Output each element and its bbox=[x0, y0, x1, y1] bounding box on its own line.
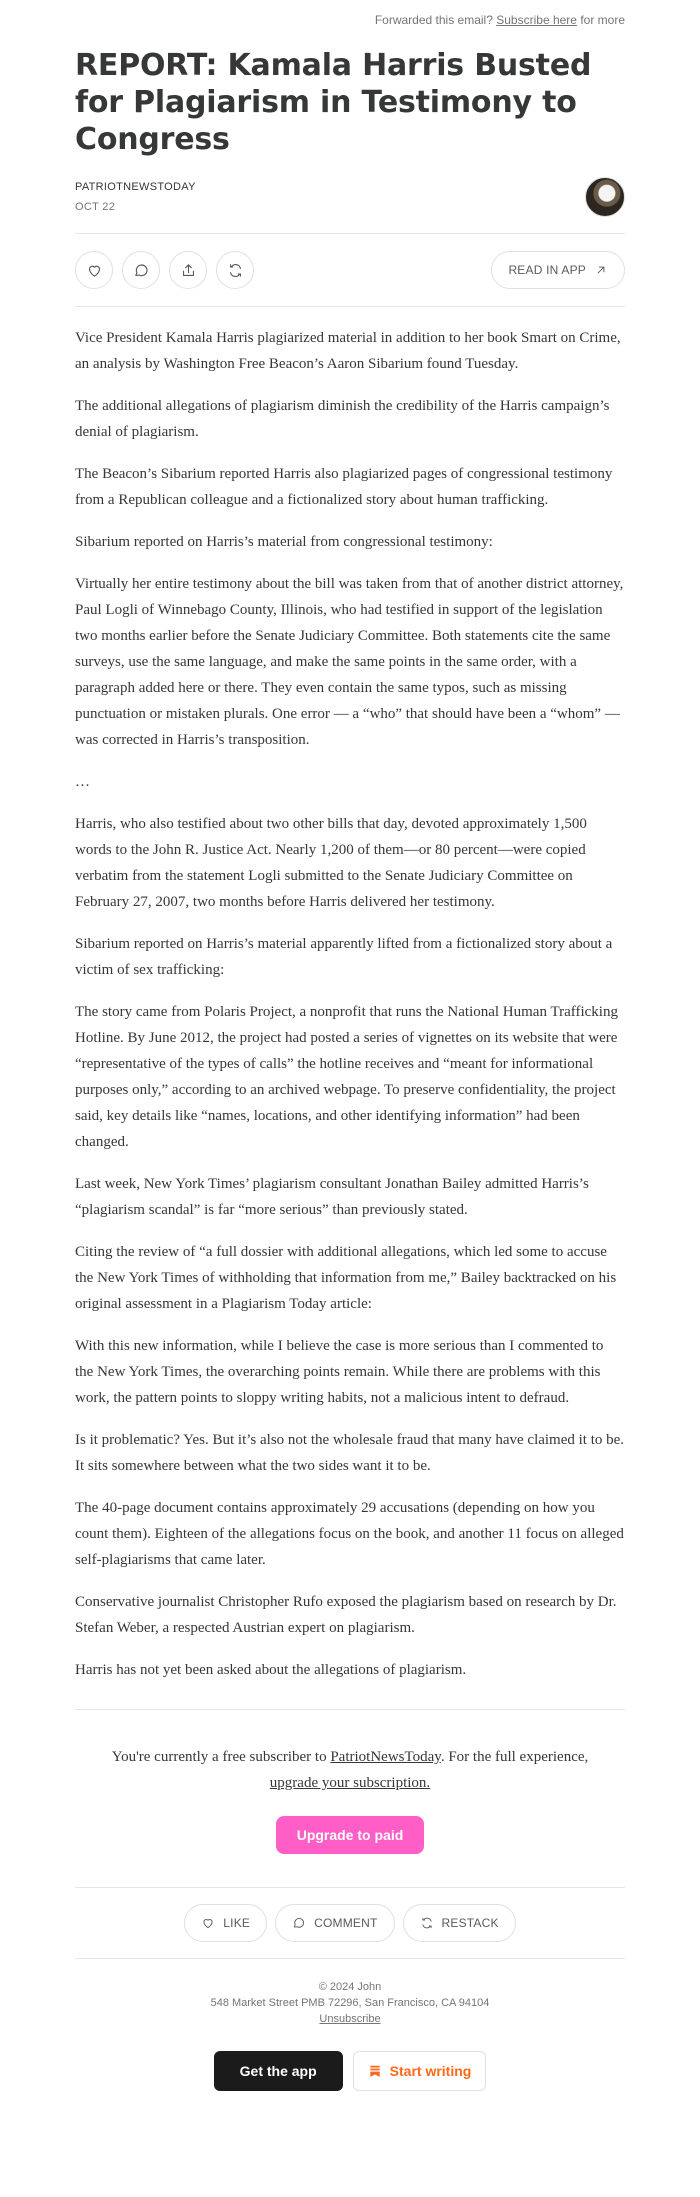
footer bbox=[75, 1959, 625, 2027]
body-paragraph: Vice President Kamala Harris plagiarized material in addition to her book Smart on Crime, an analysis by Washington Free Beacon’s Aaron Sibarium found Tuesday. bbox=[75, 330, 621, 372]
read-in-app-button[interactable] bbox=[491, 251, 625, 289]
byline bbox=[75, 174, 625, 220]
body-paragraph: With this new information, while I believe the case is more serious than I commented to the New York Times, the overarching points remain. While there are problems with this work, the pattern points to sloppy writing habits, not a malicious intent to defraud. bbox=[75, 1338, 604, 1406]
address: 548 Market Street PMB 72296, San Francisco, CA 94104 bbox=[210, 1997, 490, 2009]
body-paragraph: Harris, who also testified about two other bills that day, devoted approximately 1,500 words to the John R. Justice Act. Nearly 1,200 of them—or 80 percent—were copied verbatim from the statement Logli submitted to the Senate Judiciary Committee on February 27, 2007, two months before Harris delivered her testimony. bbox=[75, 816, 587, 910]
post-actions bbox=[75, 234, 625, 306]
subscription-notice bbox=[75, 1710, 625, 1854]
restack-pill-button[interactable] bbox=[403, 1904, 516, 1942]
copyright: © 2024 John bbox=[318, 1981, 382, 1993]
subscription-middle: . For the full experience, bbox=[440, 1749, 589, 1765]
body-paragraph: Is it problematic? Yes. But it’s also not the wholesale fraud that many have claimed it to be. It sits somewhere between what the two sides want it to be. bbox=[75, 1432, 625, 1474]
bookmark-icon bbox=[368, 2064, 382, 2078]
subscription-prefix: You're currently a free subscriber to bbox=[111, 1749, 331, 1765]
post-action-icons bbox=[75, 251, 254, 289]
divider bbox=[75, 306, 625, 307]
like-button[interactable] bbox=[75, 251, 113, 289]
body-paragraph: The Beacon’s Sibarium reported Harris also plagiarized pages of congressional testimony from a Republican colleague and a fictionalized story about human trafficking. bbox=[75, 466, 613, 508]
byline-meta bbox=[75, 177, 196, 217]
restack-icon bbox=[227, 262, 244, 279]
heart-icon bbox=[86, 262, 103, 279]
like-label: LIKE bbox=[223, 1916, 251, 1930]
upgrade-link[interactable]: upgrade your subscription. bbox=[269, 1775, 431, 1791]
subscribe-link[interactable]: Subscribe here bbox=[496, 13, 577, 27]
bottom-actions bbox=[75, 1888, 625, 1958]
share-icon bbox=[180, 262, 197, 279]
read-in-app-label: READ IN APP bbox=[508, 263, 586, 277]
share-button[interactable] bbox=[169, 251, 207, 289]
body-paragraph: The story came from Polaris Project, a nonprofit that runs the National Human Trafficking Hotline. By June 2012, the project had posted a series of vignettes on its website that were “representative of the types of calls” the hotline receives and “meant for informational purposes only,” according to an archived webpage. To preserve confidentiality, the project said, key details like “names, locations, and other identifying information” had been changed. bbox=[75, 1004, 618, 1150]
body-paragraph: The 40-page document contains approximately 29 accusations (depending on how you count them). Eighteen of the allegations focus on the book, and another 11 focus on alleged self-plagiarisms that came later. bbox=[75, 1500, 624, 1568]
subscription-text bbox=[95, 1744, 605, 1796]
arrow-up-right-icon bbox=[594, 263, 608, 277]
body-paragraph: Harris has not yet been asked about the allegations of plagiarism. bbox=[75, 1662, 467, 1678]
comment-icon bbox=[133, 262, 150, 279]
body-paragraph: Conservative journalist Christopher Rufo exposed the plagiarism based on research by Dr. Stefan Weber, a respected Austrian expert on plagiarism. bbox=[75, 1594, 617, 1636]
footer-cta bbox=[75, 2051, 625, 2091]
start-writing-button[interactable] bbox=[353, 2051, 487, 2091]
upgrade-to-paid-button[interactable]: Upgrade to paid bbox=[276, 1816, 425, 1854]
like-pill-button[interactable] bbox=[184, 1904, 267, 1942]
body-paragraph: Virtually her entire testimony about the bill was taken from that of another district attorney, Paul Logli of Winnebago County, Illinois, who had testified in support of the legislation two months earlier before the Senate Judiciary Committee. Both statements cite the same surveys, use the same language, and make the same points in the same order, with a paragraph added here or there. They even contain the same typos, such as missing punctuation or mistaken plurals. One error — a “who” that should have been a “whom” — was corrected in Harris’s transposition. bbox=[75, 576, 624, 748]
restack-label: RESTACK bbox=[441, 1916, 499, 1930]
comment-icon bbox=[292, 1916, 306, 1930]
forwarded-notice bbox=[75, 0, 625, 30]
publication-link[interactable]: PatriotNewsToday bbox=[330, 1749, 441, 1765]
comment-pill-button[interactable] bbox=[275, 1904, 394, 1942]
forwarded-text: Forwarded this email? bbox=[374, 13, 493, 27]
eagle-avatar[interactable] bbox=[585, 177, 625, 217]
body-paragraph: Sibarium reported on Harris’s material apparently lifted from a fictionalized story about a victim of sex trafficking: bbox=[75, 936, 613, 978]
body-paragraph: … bbox=[75, 774, 90, 790]
unsubscribe-link[interactable]: Unsubscribe bbox=[319, 2013, 381, 2025]
restack-button[interactable] bbox=[216, 251, 254, 289]
post-body bbox=[75, 325, 625, 1683]
body-paragraph: Last week, New York Times’ plagiarism consultant Jonathan Bailey admitted Harris’s “plagiarism scandal” is far “more serious” than previously stated. bbox=[75, 1176, 589, 1218]
body-paragraph: The additional allegations of plagiarism diminish the credibility of the Harris campaign’s denial of plagiarism. bbox=[75, 398, 610, 440]
comment-button[interactable] bbox=[122, 251, 160, 289]
forwarded-suffix: for more bbox=[580, 13, 625, 27]
body-paragraph: Sibarium reported on Harris’s material from congressional testimony: bbox=[75, 534, 493, 550]
post-date: OCT 22 bbox=[75, 201, 116, 213]
post-title[interactable]: REPORT: Kamala Harris Busted for Plagiarism in Testimony to Congress bbox=[75, 48, 592, 157]
author-name[interactable]: PATRIOTNEWSTODAY bbox=[75, 181, 196, 193]
body-paragraph: Citing the review of “a full dossier with additional allegations, which led some to accuse the New York Times of withholding that information from me,” Bailey backtracked on his original assessment in a Plagiarism Today article: bbox=[75, 1244, 617, 1312]
restack-icon bbox=[420, 1916, 434, 1930]
start-writing-label: Start writing bbox=[389, 2063, 472, 2079]
email-content bbox=[75, 0, 625, 2091]
comment-label: COMMENT bbox=[314, 1916, 378, 1930]
get-the-app-button[interactable]: Get the app bbox=[214, 2051, 343, 2091]
heart-icon bbox=[201, 1916, 215, 1930]
